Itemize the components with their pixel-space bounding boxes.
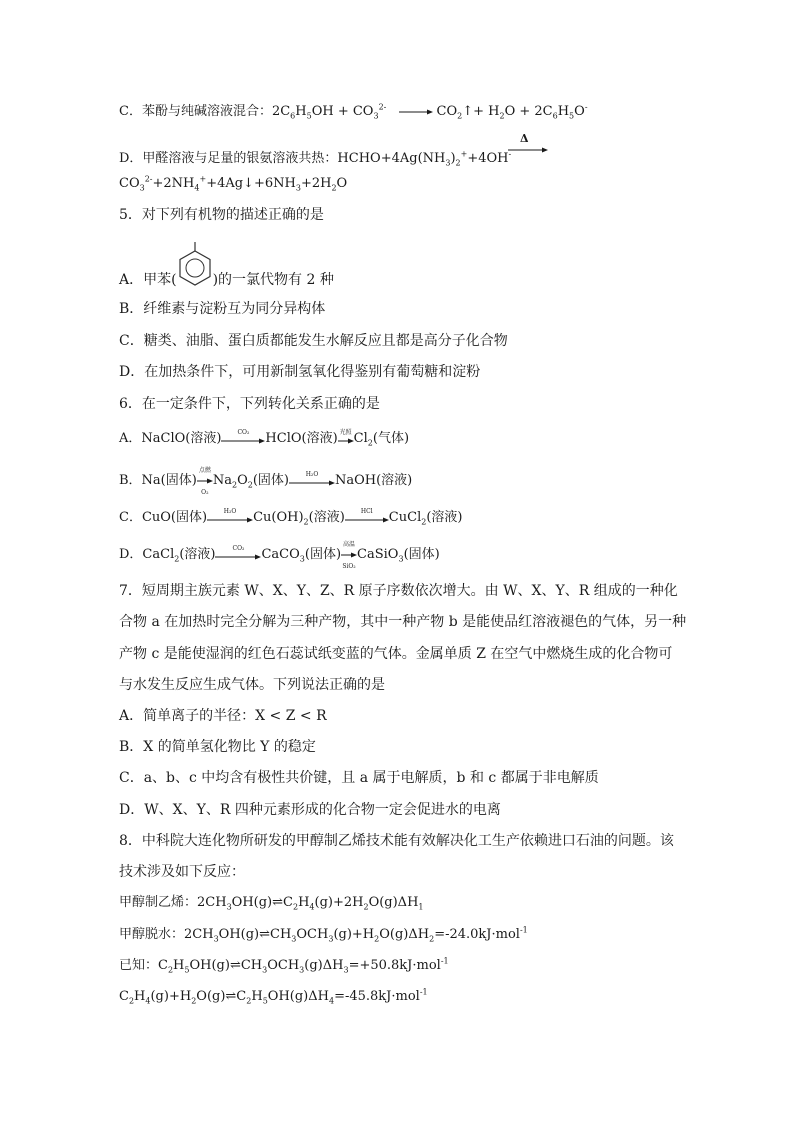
q8-line1: 8．中科院大连化物所研发的甲醇制乙烯技术能有效解决化工生产依赖进口石油的问题。该 [119, 833, 674, 849]
reaction-arrow: 点燃 O₂ [198, 466, 211, 496]
q5-option-c: C．糖类、油脂、蛋白质都能发生水解反应且都是高分子化合物 [119, 333, 508, 349]
reaction-arrow: H₂O [289, 474, 335, 488]
q8-reaction-1: 甲醇制乙烯：$2CH_3OH(g)\rightleftharpoons C_2H_4(g)+2H_2O(g)\Delta H_1$ [119, 895, 424, 912]
reaction-arrow: 高温 SiO₂ [342, 540, 356, 570]
q6-option-d: D．CaCl$_2$(溶液) CO₂ CaCO$_3$(固体) 高温 SiO₂ CaSiO$_3$(固体) [119, 540, 440, 570]
q7-option-d: D．W、X、Y、R 四种元素形成的化合物一定会促进水的电离 [119, 802, 501, 818]
q7-option-c: C．a、b、c 中均含有极性共价键，且 a 属于电解质，b 和 c 都属于非电解质 [119, 770, 599, 786]
delta-label: Δ [520, 132, 529, 145]
option-c-phenol: C．苯酚与纯碱溶液混合：$2C_6H_5OH + CO_3^{2-}$ $CO_2↑+ H_2O + 2C_6H_5O^-$ [119, 102, 588, 121]
q5-title: 5．对下列有机物的描述正确的是 [119, 207, 324, 223]
q7-option-b: B．X 的简单氢化物比 Y 的稳定 [119, 739, 316, 755]
reaction-arrow: CO₂ [221, 432, 265, 446]
q8-line2: 技术涉及如下反应： [119, 864, 245, 880]
q5-option-b: B．纤维素与淀粉互为同分异构体 [119, 301, 326, 317]
heat-arrow [508, 132, 548, 156]
q6-option-c: C．CuO(固体) H₂O $Cu(OH)_2$(溶液) HCl CuCl$_2$(溶液) [119, 507, 463, 527]
q7-option-a: A．简单离子的半径：X < Z < R [119, 708, 327, 724]
q8-reaction-3: 已知：$C_2H_5OH(g)\rightleftharpoons CH_3OCH_3(g)\Delta H_3=+50.8kJ\cdot mol^{-1}$ [119, 956, 449, 975]
q6-option-b: B．Na(固体) 点燃 O₂ $Na_2O_2$(固体) H₂O NaOH(溶液) [119, 466, 413, 496]
reaction-arrow [399, 108, 433, 116]
q7-line4: 与水发生反应生成气体。下列说法正确的是 [119, 677, 385, 693]
option-d-formaldehyde: D．甲醛溶液与足量的银氨溶液共热：$HCHO+4Ag(NH_3)_2^++4OH^-$ [119, 149, 512, 168]
q7-line3: 产物 c 是能使湿润的红色石蕊试纸变蓝的气体。金属单质 Z 在空气中燃烧生成的化合物可 [119, 646, 673, 662]
q5-option-d: D．在加热条件下，可用新制氢氧化得鉴别有葡萄糖和淀粉 [119, 364, 481, 380]
reaction-arrow: CO₂ [215, 548, 261, 562]
q7-line1: 7．短周期主族元素 W、X、Y、Z、R 原子序数依次增大。由 W、X、Y、R 组成的一种化 [119, 583, 678, 599]
reaction-arrow: H₂O [207, 511, 253, 525]
q5-option-a: A．甲苯( )的一氯代物有 2 种 [119, 270, 334, 289]
toluene-structure-icon [177, 270, 213, 284]
q6-title: 6．在一定条件下，下列转化关系正确的是 [119, 396, 380, 412]
option-d-line2: $CO_3^{2-}+2NH_4^++4Ag↓+6NH_3+2H_2O$ [119, 174, 348, 193]
reaction-arrow: 光照 [338, 432, 354, 446]
q8-reaction-4: $C_2H_4(g)+H_2O(g)\rightleftharpoons C_2H_5OH(g)\Delta H_4=-45.8kJ\cdot mol^{-1}$ [119, 987, 428, 1006]
q6-option-a: A．NaClO(溶液) CO₂ HClO(溶液) 光照 $Cl_2$(气体) [119, 428, 410, 448]
q8-reaction-2: 甲醇脱水：$2CH_3OH(g)\rightleftharpoons CH_3OCH_3(g)+H_2O(g)\Delta H_2=-24.0kJ\cdot mol^{-1}$ [119, 925, 528, 944]
q7-line2: 合物 a 在加热时完全分解为三种产物，其中一种产物 b 是能使品红溶液褪色的气体，另一种 [119, 614, 687, 630]
reaction-arrow: HCl [345, 511, 389, 525]
